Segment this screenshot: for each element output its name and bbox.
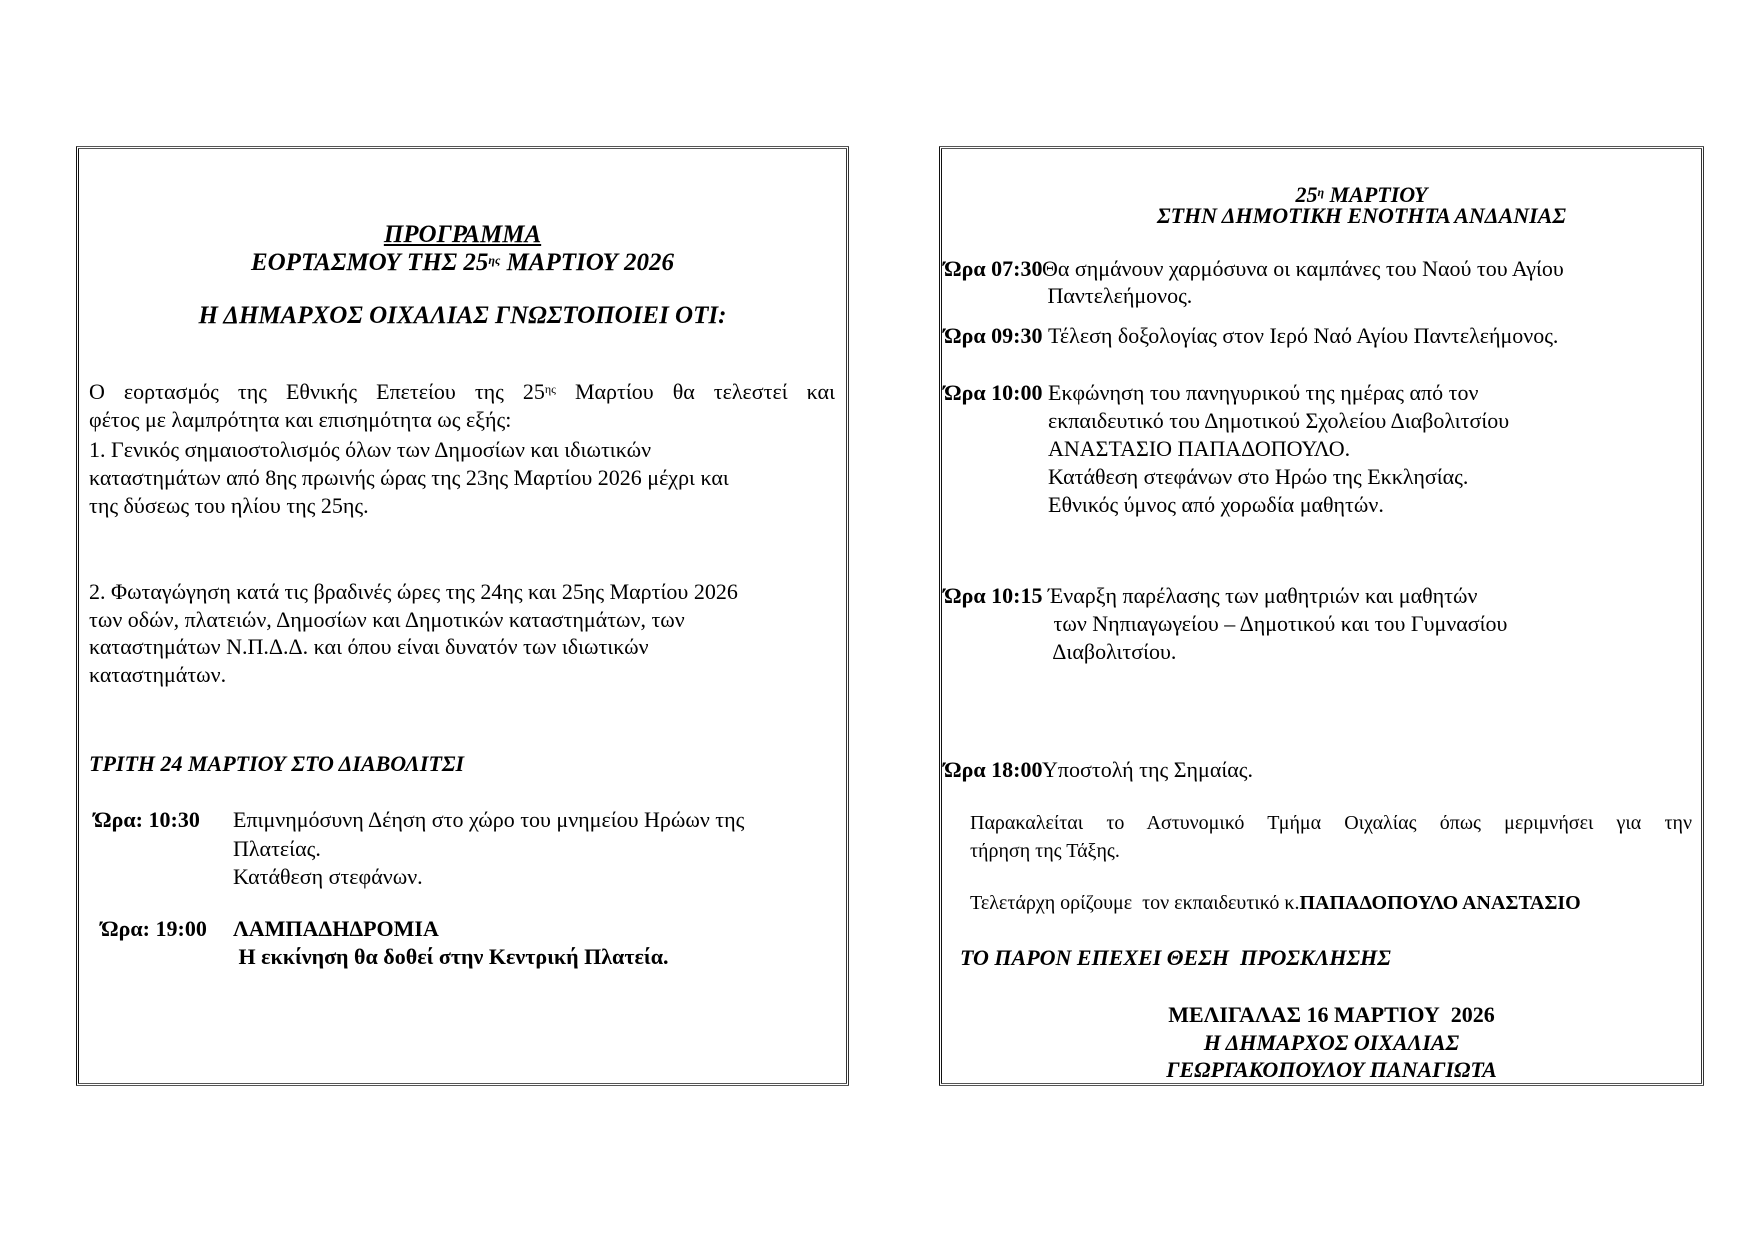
event-line: Θα σημάνουν χαρμόσυνα οι καμπάνες του Ναού του Αγίου bbox=[1042, 256, 1564, 281]
event-time: Ώρα: 10:30 bbox=[94, 807, 200, 832]
subtitle-text-end: ΜΑΡΤΙΟΥ 2026 bbox=[500, 249, 675, 276]
intro-line-1 bbox=[89, 378, 835, 406]
event-line: Κατάθεση στεφάνων στο Ηρώο της Εκκλησίας. bbox=[1048, 464, 1469, 489]
event-line: Κατάθεση στεφάνων. bbox=[233, 864, 423, 889]
event-time: Ώρα: 19:00 bbox=[101, 916, 207, 941]
event-line: Έναρξη παρέλασης των μαθητριών και μαθητών bbox=[1048, 583, 1478, 608]
event-line: Διαβολιτσίου. bbox=[1048, 639, 1177, 664]
intro-superscript: ης bbox=[544, 382, 556, 396]
intro-text: Ο εορτασμός της Εθνικής Επετείου της 25 bbox=[89, 379, 545, 404]
item2-line: καταστημάτων. bbox=[89, 662, 227, 687]
event-line: Υποστολή της Σημαίας. bbox=[1042, 757, 1254, 782]
heading-text-end: ΜΑΡΤΙΟΥ bbox=[1324, 182, 1428, 207]
heading-superscript: η bbox=[1317, 185, 1325, 199]
event-line: Πλατείας. bbox=[233, 836, 321, 861]
police-request-line-2: τήρηση της Τάξης. bbox=[970, 840, 1120, 862]
event-line: εκπαιδευτικό του Δημοτικού Σχολείου Διαβολιτσίου bbox=[1048, 408, 1510, 433]
event-line: ΑΝΑΣΤΑΣΙΟ ΠΑΠΑΔΟΠΟΥΛΟ. bbox=[1048, 436, 1351, 461]
event-time: Ώρα 18:00 bbox=[944, 757, 1043, 782]
ceremony-master-label: Τελετάρχη ορίζουμε τον εκπαιδευτικό κ. bbox=[970, 892, 1300, 914]
event-time: Ώρα 10:00 bbox=[944, 380, 1043, 405]
event-line: Εθνικός ύμνος από χορωδία μαθητών. bbox=[1048, 492, 1384, 517]
event-time: Ώρα 07:30 bbox=[944, 256, 1043, 281]
signer-title: Η ΔΗΜΑΡΧΟΣ ΟΙΧΑΛΙΑΣ bbox=[1203, 1030, 1460, 1055]
event-line: Τέλεση δοξολογίας στον Ιερό Ναό Αγίου Παντελεήμονος. bbox=[1048, 323, 1559, 348]
invitation-notice: ΤΟ ΠΑΡΟΝ ΕΠΕΧΕΙ ΘΕΣΗ ΠΡΟΣΚΛΗΣΗΣ bbox=[960, 945, 1391, 970]
heading-text: 25 bbox=[1295, 182, 1318, 207]
subtitle-text: ΕΟΡΤΑΣΜΟΥ ΤΗΣ 25 bbox=[250, 249, 489, 276]
left-panel bbox=[76, 146, 849, 1086]
event-line: των Νηπιαγωγείου – Δημοτικού και του Γυμνασίου bbox=[1048, 611, 1508, 636]
event-line: Εκφώνηση του πανηγυρικού της ημέρας από τον bbox=[1048, 380, 1479, 405]
intro-text-end: Μαρτίου θα τελεστεί και bbox=[555, 379, 835, 404]
event-line: ΛΑΜΠΑΔΗΔΡΟΜΙΑ bbox=[233, 916, 439, 941]
program-title: ΠΡΟΓΡΑΜΜΑ bbox=[383, 221, 542, 248]
item1-line: καταστημάτων από 8ης πρωινής ώρας της 23ης Μαρτίου 2026 μέχρι και bbox=[89, 465, 729, 490]
ceremony-master bbox=[970, 889, 1581, 917]
event-line: Παντελεήμονος. bbox=[1042, 283, 1193, 308]
intro-line-2: φέτος με λαμπρότητα και επισημότητα ως εξής: bbox=[89, 407, 512, 432]
event-time: Ώρα 10:15 bbox=[944, 583, 1043, 608]
program-subtitle bbox=[79, 249, 846, 277]
event-time: Ώρα 09:30 bbox=[944, 323, 1043, 348]
event-line: Η εκκίνηση θα δοθεί στην Κεντρική Πλατεία. bbox=[233, 944, 669, 969]
day-heading: ΤΡΙΤΗ 24 ΜΑΡΤΙΟΥ ΣΤΟ ΔΙΑΒΟΛΙΤΣΙ bbox=[89, 751, 465, 776]
item2-line: των οδών, πλατειών, Δημοσίων και Δημοτικών καταστημάτων, των bbox=[89, 607, 685, 632]
item2-line: καταστημάτων Ν.Π.Δ.Δ. και όπου είναι δυνατόν των ιδιωτικών bbox=[89, 634, 649, 659]
item1-line: της δύσεως του ηλίου της 25ης. bbox=[89, 493, 369, 518]
subtitle-superscript: ης bbox=[488, 253, 501, 267]
event-line: Επιμνημόσυνη Δέηση στο χώρο του μνημείου Ηρώων της bbox=[233, 807, 745, 832]
item2-line: 2. Φωταγώγηση κατά τις βραδινές ώρες της 24ης και 25ης Μαρτίου 2026 bbox=[89, 579, 738, 604]
announcement-heading: Η ΔΗΜΑΡΧΟΣ ΟΙΧΑΛΙΑΣ ΓΝΩΣΤΟΠΟΙΕΙ ΟΤΙ: bbox=[198, 302, 727, 329]
item1-line: 1. Γενικός σημαιοστολισμός όλων των Δημοσίων και ιδιωτικών bbox=[89, 437, 652, 462]
place-date: ΜΕΛΙΓΑΛΑΣ 16 ΜΑΡΤΙΟΥ 2026 bbox=[1168, 1002, 1495, 1027]
right-subheading: ΣΤΗΝ ΔΗΜΟΤΙΚΗ ΕΝΟΤΗΤΑ ΑΝΔΑΝΙΑΣ bbox=[1157, 203, 1566, 228]
signer-name: ΓΕΩΡΓΑΚΟΠΟΥΛΟΥ ΠΑΝΑΓΙΩΤΑ bbox=[1166, 1057, 1497, 1082]
right-panel bbox=[939, 146, 1704, 1086]
police-request-line-1: Παρακαλείται το Αστυνομικό Τμήμα Οιχαλίας όπως μεριμνήσει για την bbox=[970, 812, 1692, 834]
ceremony-master-name: ΠΑΠΑΔΟΠΟΥΛΟ ΑΝΑΣΤΑΣΙΟ bbox=[1299, 892, 1581, 914]
